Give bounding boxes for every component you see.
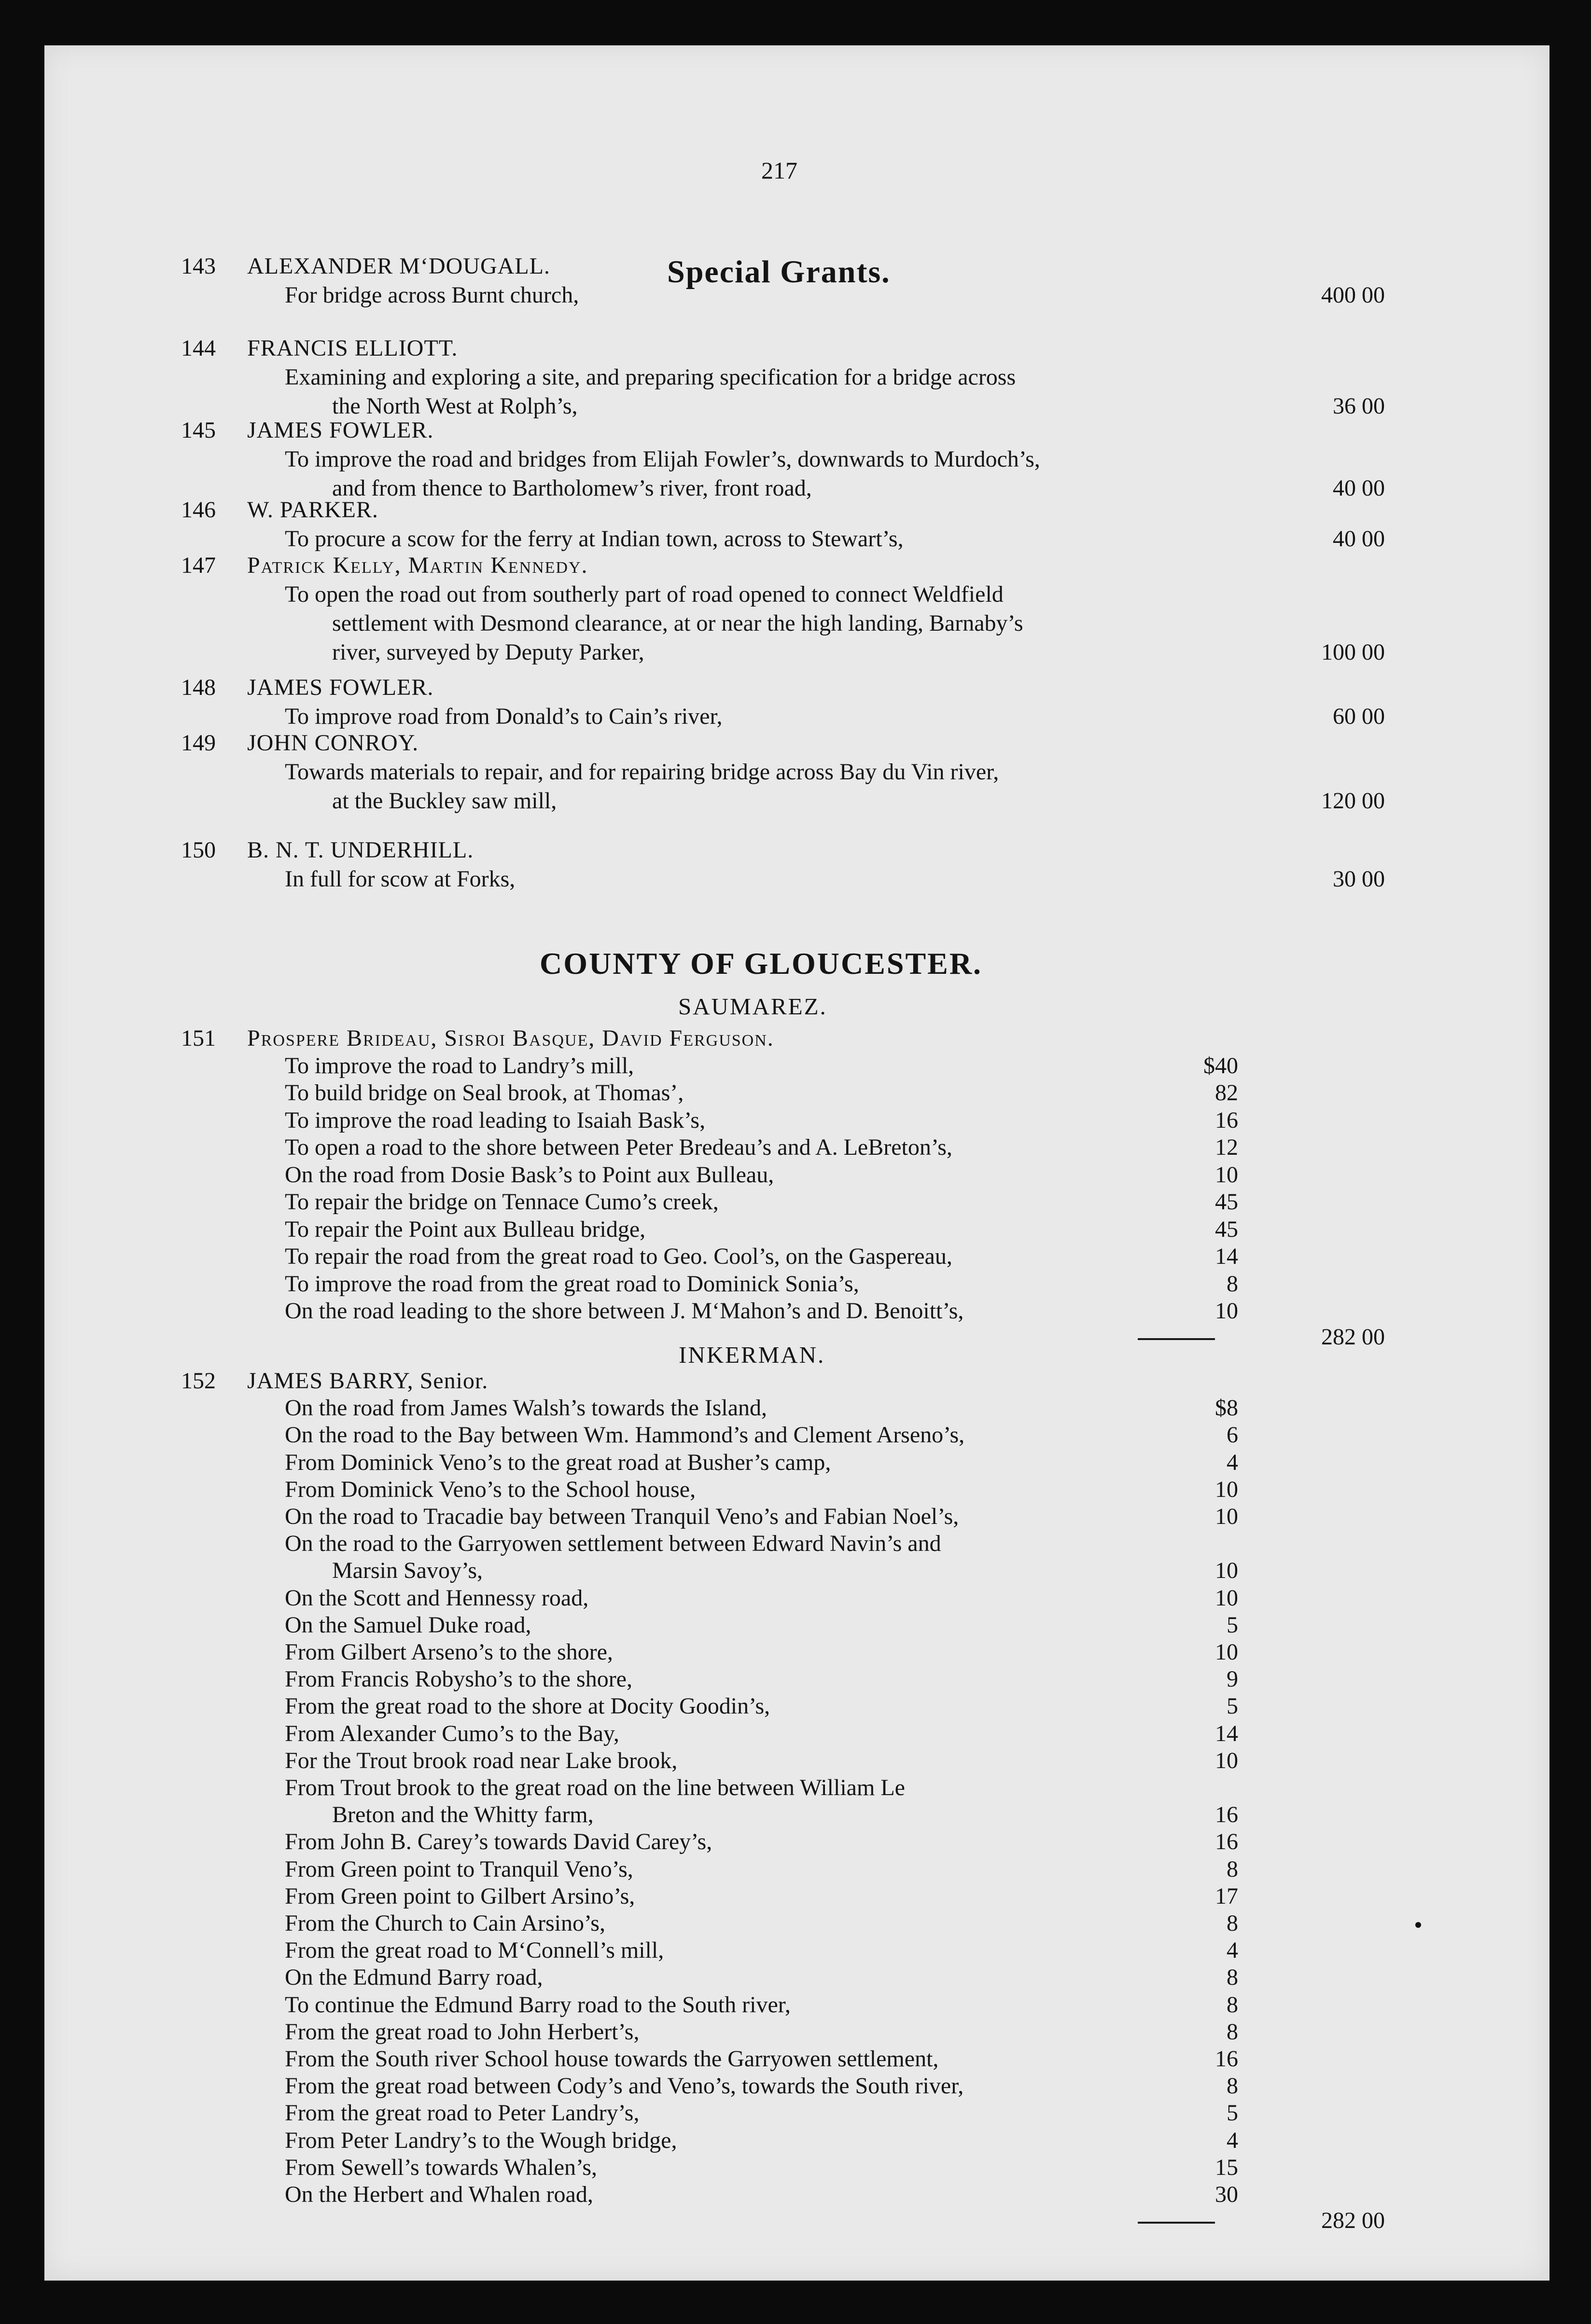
text-line — [44, 639, 1549, 666]
line-item-amount: 9 — [1227, 1666, 1238, 1692]
grant-number: 149 — [181, 730, 216, 756]
line-item — [44, 1910, 1549, 1937]
grantee-name: FRANCIS ELLIOTT. — [247, 335, 458, 361]
grant-number: 148 — [181, 675, 216, 700]
line-item-amount: 6 — [1227, 1422, 1238, 1448]
ink-speck — [1415, 1922, 1421, 1928]
section-title: Special Grants. — [667, 254, 891, 290]
line-item — [44, 2127, 1549, 2154]
grantee-name: JAMES FOWLER. — [247, 417, 434, 443]
line-item-text: To open a road to the shore between Peter Bredeau’s and A. LeBreton’s, — [285, 1134, 952, 1160]
line-item-text: To improve the road leading to Isaiah Bask’s, — [285, 1107, 706, 1133]
line-item — [44, 2073, 1549, 2100]
line-item — [44, 1162, 1549, 1189]
county-title: COUNTY OF GLOUCESTER. — [540, 946, 983, 981]
grant-description: Towards materials to repair, and for repairing bridge across Bay du Vin river, — [285, 759, 999, 785]
line-item-amount: 10 — [1215, 1639, 1238, 1665]
line-item — [44, 1422, 1549, 1449]
line-item — [44, 1883, 1549, 1910]
line-item-text: On the road to the Garryowen settlement between Edward Navin’s and — [285, 1531, 941, 1557]
grant-number: 145 — [181, 417, 216, 443]
text-line — [44, 1025, 1549, 1052]
line-item — [44, 1271, 1549, 1298]
grant-number: 143 — [181, 253, 216, 279]
grant-entry — [44, 837, 1549, 864]
line-item — [44, 1774, 1549, 1801]
line-item — [44, 1134, 1549, 1161]
line-item-amount: 14 — [1215, 1720, 1238, 1746]
grant-amount: 120 00 — [1321, 788, 1385, 814]
line-item — [44, 1856, 1549, 1883]
grantee-name: JOHN CONROY. — [247, 730, 419, 756]
line-item-text: For the Trout brook road near Lake brook, — [285, 1747, 678, 1773]
grant-amount: 400 00 — [1321, 282, 1385, 308]
line-item-amount: 14 — [1215, 1244, 1238, 1269]
grant-description: To improve road from Donald’s to Cain’s river, — [285, 704, 723, 729]
text-line — [44, 2207, 1549, 2234]
line-item-amount: 17 — [1215, 1883, 1238, 1909]
grant-description: river, surveyed by Deputy Parker, — [332, 639, 644, 665]
line-item — [44, 1585, 1549, 1612]
grant-amount: 40 00 — [1333, 475, 1385, 501]
line-item-text: Marsin Savoy’s, — [332, 1558, 483, 1584]
grant-description: For bridge across Burnt church, — [285, 282, 579, 308]
line-item — [44, 1693, 1549, 1720]
grantee-name: JAMES BARRY, Senior. — [247, 1368, 488, 1394]
line-item-text: From Dominick Veno’s to the School house, — [285, 1476, 696, 1502]
line-item-text: On the road from James Walsh’s towards the Island, — [285, 1395, 768, 1421]
line-item — [44, 1720, 1549, 1747]
text-line — [44, 788, 1549, 815]
line-item — [44, 2100, 1549, 2127]
text-line — [44, 393, 1549, 420]
line-item-text: From the great road to John Herbert’s, — [285, 2019, 640, 2045]
total-amount: 282 00 — [1321, 1324, 1385, 1350]
line-item-text: From the great road to the shore at Docity Goodin’s, — [285, 1693, 770, 1719]
text-line — [44, 703, 1549, 730]
line-item-text: From Alexander Cumo’s to the Bay, — [285, 1720, 619, 1746]
line-item — [44, 1449, 1549, 1476]
grantee-name: B. N. T. UNDERHILL. — [247, 837, 474, 863]
parish-heading-saumarez: SAUMAREZ. — [678, 993, 827, 1020]
line-item-text: From Gilbert Arseno’s to the shore, — [285, 1639, 613, 1665]
binding-mark — [0, 1834, 9, 1863]
line-item — [44, 1476, 1549, 1503]
line-item-amount: 10 — [1215, 1476, 1238, 1502]
text-line — [44, 581, 1549, 608]
line-item-text: From the great road to Peter Landry’s, — [285, 2100, 640, 2126]
line-item-amount: 5 — [1227, 2100, 1238, 2126]
grant-number: 152 — [181, 1368, 216, 1394]
line-item-text: From Trout brook to the great road on the line between William Le — [285, 1775, 905, 1800]
line-item — [44, 2019, 1549, 2046]
line-item-text: From the South river School house towards the Garryowen settlement, — [285, 2046, 939, 2072]
line-item — [44, 1666, 1549, 1693]
grantee-name: Prospere Brideau, Sisroi Basque, David Ferguson. — [247, 1025, 774, 1051]
line-item — [44, 2046, 1549, 2073]
line-item-amount: 8 — [1227, 2019, 1238, 2045]
text-line — [44, 282, 1549, 309]
line-item — [44, 1937, 1549, 1964]
line-item-text: On the road to the Bay between Wm. Hammond’s and Clement Arseno’s, — [285, 1422, 965, 1448]
line-item-text: To repair the bridge on Tennace Cumo’s creek, — [285, 1189, 719, 1215]
line-item — [44, 2154, 1549, 2181]
grant-entry — [44, 730, 1549, 757]
line-item-text: To improve the road to Landry’s mill, — [285, 1052, 634, 1079]
grant-amount: 40 00 — [1333, 526, 1385, 552]
line-item-amount: 45 — [1215, 1189, 1238, 1215]
grant-amount: 30 00 — [1333, 866, 1385, 892]
grantee-name: JAMES FOWLER. — [247, 675, 434, 700]
grant-description: To procure a scow for the ferry at Indian town, across to Stewart’s, — [285, 526, 904, 552]
line-item-amount: 10 — [1215, 1504, 1238, 1529]
line-item-text: From the great road between Cody’s and Veno’s, towards the South river, — [285, 2073, 964, 2099]
grant-description: the North West at Rolph’s, — [332, 393, 578, 419]
line-item — [44, 1828, 1549, 1855]
grant-amount: 100 00 — [1321, 639, 1385, 665]
line-item-amount: 8 — [1227, 1910, 1238, 1936]
line-item-text: From the great road to M‘Connell’s mill, — [285, 1937, 664, 1964]
grantee-name: W. PARKER. — [247, 497, 378, 523]
line-item-amount: 8 — [1227, 1856, 1238, 1882]
grant-entry — [44, 253, 1549, 280]
line-item-text: From John B. Carey’s towards David Carey’s, — [285, 1829, 712, 1855]
text-line — [44, 610, 1549, 637]
line-item-amount: $40 — [1203, 1052, 1238, 1079]
line-item-text: On the Edmund Barry road, — [285, 1964, 543, 1991]
grant-entry — [44, 335, 1549, 362]
line-item-amount: 8 — [1227, 1964, 1238, 1991]
line-item-amount: 82 — [1215, 1080, 1238, 1106]
line-item-text: From the Church to Cain Arsino’s, — [285, 1910, 605, 1936]
grant-entry — [44, 552, 1549, 579]
text-line — [44, 866, 1549, 893]
grantee-name: ALEXANDER M‘DOUGALL. — [247, 253, 550, 279]
line-item-amount: 15 — [1215, 2154, 1238, 2180]
line-item-text: On the Samuel Duke road, — [285, 1612, 531, 1638]
grant-number: 150 — [181, 837, 216, 863]
line-item — [44, 1747, 1549, 1774]
line-item-text: To improve the road from the great road to Dominick Sonia’s, — [285, 1271, 859, 1297]
total-amount: 282 00 — [1321, 2208, 1385, 2233]
line-item-text: To repair the road from the great road to Geo. Cool’s, on the Gaspereau, — [285, 1244, 952, 1269]
line-item — [44, 1557, 1549, 1584]
line-item-amount: 16 — [1215, 1829, 1238, 1855]
line-item-text: On the road leading to the shore between J. M‘Mahon’s and D. Benoitt’s, — [285, 1298, 964, 1324]
line-item — [44, 1298, 1549, 1325]
line-item-text: From Sewell’s towards Whalen’s, — [285, 2154, 598, 2180]
grant-description: To open the road out from southerly part of road opened to connect Weldfield — [285, 581, 1004, 607]
line-item-text: To repair the Point aux Bulleau bridge, — [285, 1216, 646, 1242]
page-number: 217 — [761, 157, 797, 184]
grant-number: 144 — [181, 335, 216, 361]
line-item-amount: 10 — [1215, 1558, 1238, 1584]
line-item-amount: 16 — [1215, 1802, 1238, 1828]
line-item — [44, 1639, 1549, 1666]
line-item-amount: 10 — [1215, 1298, 1238, 1324]
line-item-amount: 12 — [1215, 1134, 1238, 1160]
line-item-text: On the road to Tracadie bay between Tranquil Veno’s and Fabian Noel’s, — [285, 1504, 959, 1529]
line-item-amount: 16 — [1215, 1107, 1238, 1133]
line-item-amount: 8 — [1227, 1992, 1238, 2018]
parish-heading-inkerman: INKERMAN. — [679, 1342, 825, 1368]
line-item — [44, 1503, 1549, 1530]
grant-amount: 36 00 — [1333, 393, 1385, 419]
line-item-amount: 5 — [1227, 1612, 1238, 1638]
line-item — [44, 1992, 1549, 2019]
line-item — [44, 1801, 1549, 1828]
line-item-text: From Peter Landry’s to the Wough bridge, — [285, 2127, 677, 2153]
line-item-text: To continue the Edmund Barry road to the South river, — [285, 1992, 791, 2018]
grant-description: Examining and exploring a site, and preparing specification for a bridge across — [285, 364, 1016, 390]
line-item-amount: 30 — [1215, 2182, 1238, 2207]
line-item — [44, 1079, 1549, 1107]
line-item-text: From Green point to Tranquil Veno’s, — [285, 1856, 633, 1882]
text-line — [44, 446, 1549, 473]
line-item-amount: $8 — [1215, 1395, 1238, 1421]
line-item — [44, 1216, 1549, 1243]
grant-entry — [44, 674, 1549, 701]
line-item — [44, 1189, 1549, 1216]
line-item — [44, 1530, 1549, 1557]
line-item-amount: 16 — [1215, 2046, 1238, 2072]
grant-number: 147 — [181, 553, 216, 578]
grant-entry — [44, 497, 1549, 524]
grant-description: and from thence to Bartholomew’s river, front road, — [332, 475, 812, 501]
text-line — [44, 364, 1549, 391]
grant-number: 151 — [181, 1025, 216, 1051]
document-page — [44, 45, 1549, 2281]
grant-description: settlement with Desmond clearance, at or near the high landing, Barnaby’s — [332, 610, 1023, 636]
line-item-text: From Dominick Veno’s to the great road at Busher’s camp, — [285, 1449, 831, 1475]
line-item-amount: 10 — [1215, 1162, 1238, 1188]
line-item-amount: 4 — [1227, 2127, 1238, 2153]
line-item-amount: 10 — [1215, 1585, 1238, 1611]
line-item-amount: 5 — [1227, 1693, 1238, 1719]
line-item-text: On the Scott and Hennessy road, — [285, 1585, 589, 1611]
line-item — [44, 2181, 1549, 2208]
grant-description: at the Buckley saw mill, — [332, 788, 557, 814]
line-item-amount: 4 — [1227, 1937, 1238, 1964]
line-item — [44, 1107, 1549, 1134]
grantee-name: Patrick Kelly, Martin Kennedy. — [247, 553, 588, 578]
line-item-text: From Francis Robysho’s to the shore, — [285, 1666, 632, 1692]
text-line — [44, 1368, 1549, 1395]
line-item — [44, 1243, 1549, 1270]
grant-amount: 60 00 — [1333, 704, 1385, 729]
line-item-text: Breton and the Whitty farm, — [332, 1802, 594, 1828]
line-item — [44, 1395, 1549, 1422]
text-line — [44, 759, 1549, 786]
line-item-text: On the road from Dosie Bask’s to Point aux Bulleau, — [285, 1162, 774, 1188]
line-item-text: To build bridge on Seal brook, at Thomas’, — [285, 1080, 684, 1106]
grant-description: To improve the road and bridges from Elijah Fowler’s, downwards to Murdoch’s, — [285, 446, 1040, 472]
line-item — [44, 1612, 1549, 1639]
line-item-amount: 4 — [1227, 1449, 1238, 1475]
text-line — [44, 526, 1549, 553]
grant-entry — [44, 417, 1549, 444]
grant-number: 146 — [181, 497, 216, 523]
line-item-text: On the Herbert and Whalen road, — [285, 2182, 593, 2207]
line-item-amount: 45 — [1215, 1216, 1238, 1242]
binding-mark — [0, 2128, 9, 2172]
line-item — [44, 1052, 1549, 1079]
line-item-amount: 8 — [1227, 1271, 1238, 1297]
grant-description: In full for scow at Forks, — [285, 866, 516, 892]
line-item-amount: 8 — [1227, 2073, 1238, 2099]
line-item-text: From Green point to Gilbert Arsino’s, — [285, 1883, 635, 1909]
line-item-amount: 10 — [1215, 1747, 1238, 1773]
line-item — [44, 1964, 1549, 1991]
